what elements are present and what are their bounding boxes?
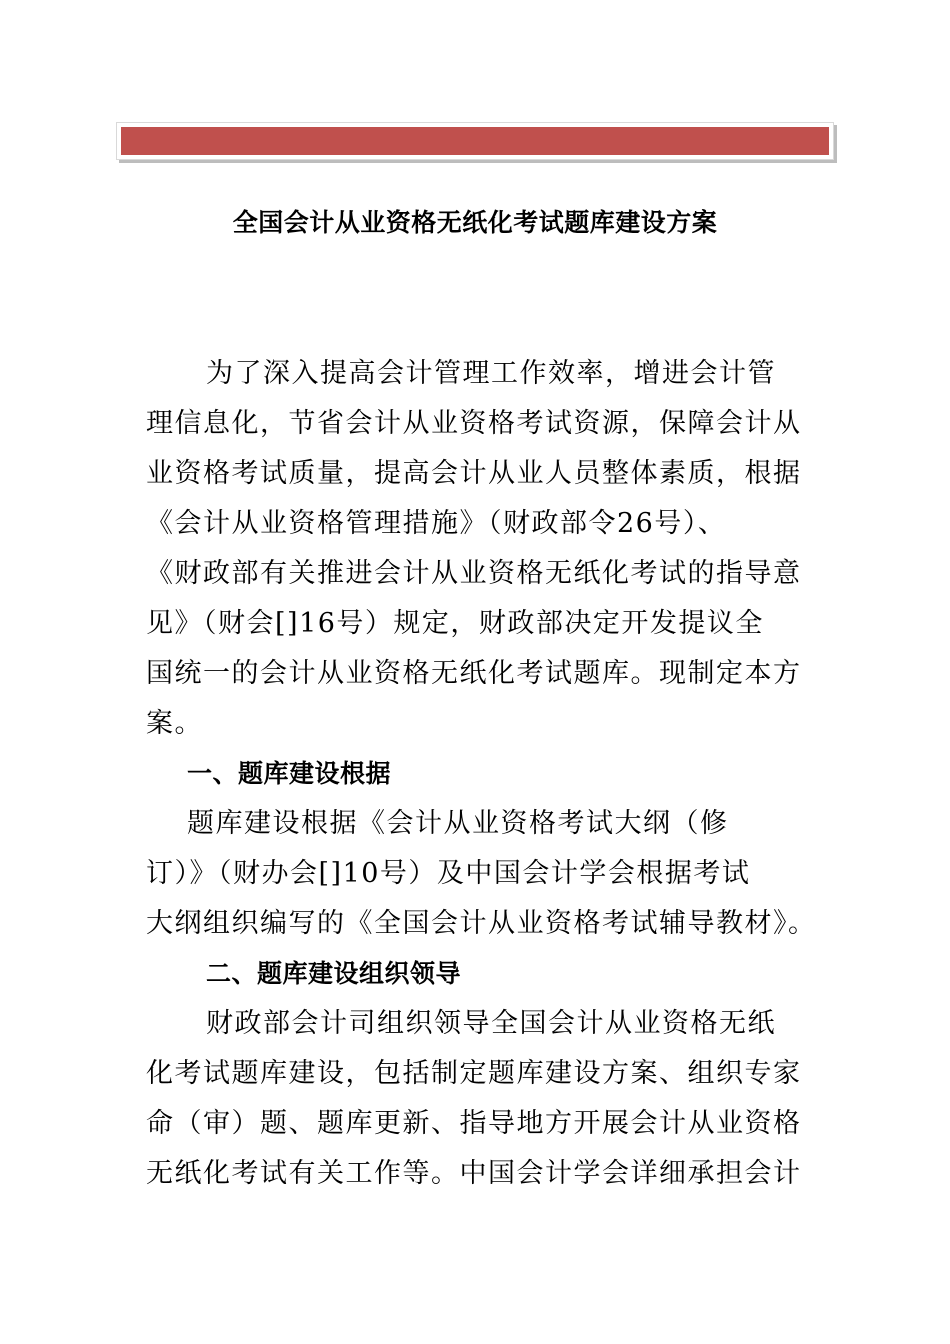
intro-line: 《会计从业资格管理措施》（财政部令26号）、: [146, 508, 727, 539]
section-2-line: 财政部会计司组织领导全国会计从业资格无纸: [206, 1008, 776, 1039]
intro-line: 国统一的会计从业资格无纸化考试题库。现制定本方: [146, 658, 802, 689]
intro-line: 案。: [146, 708, 203, 739]
document-title: 全国会计从业资格无纸化考试题库建设方案: [232, 208, 718, 237]
header-banner: [116, 122, 834, 160]
section-2-line: 化考试题库建设，包括制定题库建设方案、组织专家: [146, 1058, 802, 1089]
intro-line: 见》（财会[]16号）规定，财政部决定开发提议全: [146, 608, 764, 639]
intro-line: 《财政部有关推进会计从业资格无纸化考试的指导意: [146, 558, 802, 589]
section-1-line: 订）》（财办会[]10号）及中国会计学会根据考试: [146, 858, 751, 889]
intro-line: 业资格考试质量，提高会计从业人员整体素质，根据: [146, 458, 802, 489]
section-2-heading: 二、题库建设组织领导: [206, 959, 462, 988]
section-1-heading: 一、题库建设根据: [187, 759, 392, 788]
section-1-line: 题库建设根据《会计从业资格考试大纲（修: [187, 808, 729, 839]
intro-line: 理信息化，节省会计从业资格考试资源，保障会计从: [146, 408, 802, 439]
intro-line: 为了深入提高会计管理工作效率，增进会计管: [206, 358, 776, 389]
section-2-line: 命（审）题、题库更新、指导地方开展会计从业资格: [146, 1108, 802, 1139]
section-1-line: 大纲组织编写的《全国会计从业资格考试辅导教材》。: [146, 908, 817, 939]
section-2-line: 无纸化考试有关工作等。中国会计学会详细承担会计: [146, 1158, 802, 1189]
header-banner-bar: [121, 127, 829, 155]
